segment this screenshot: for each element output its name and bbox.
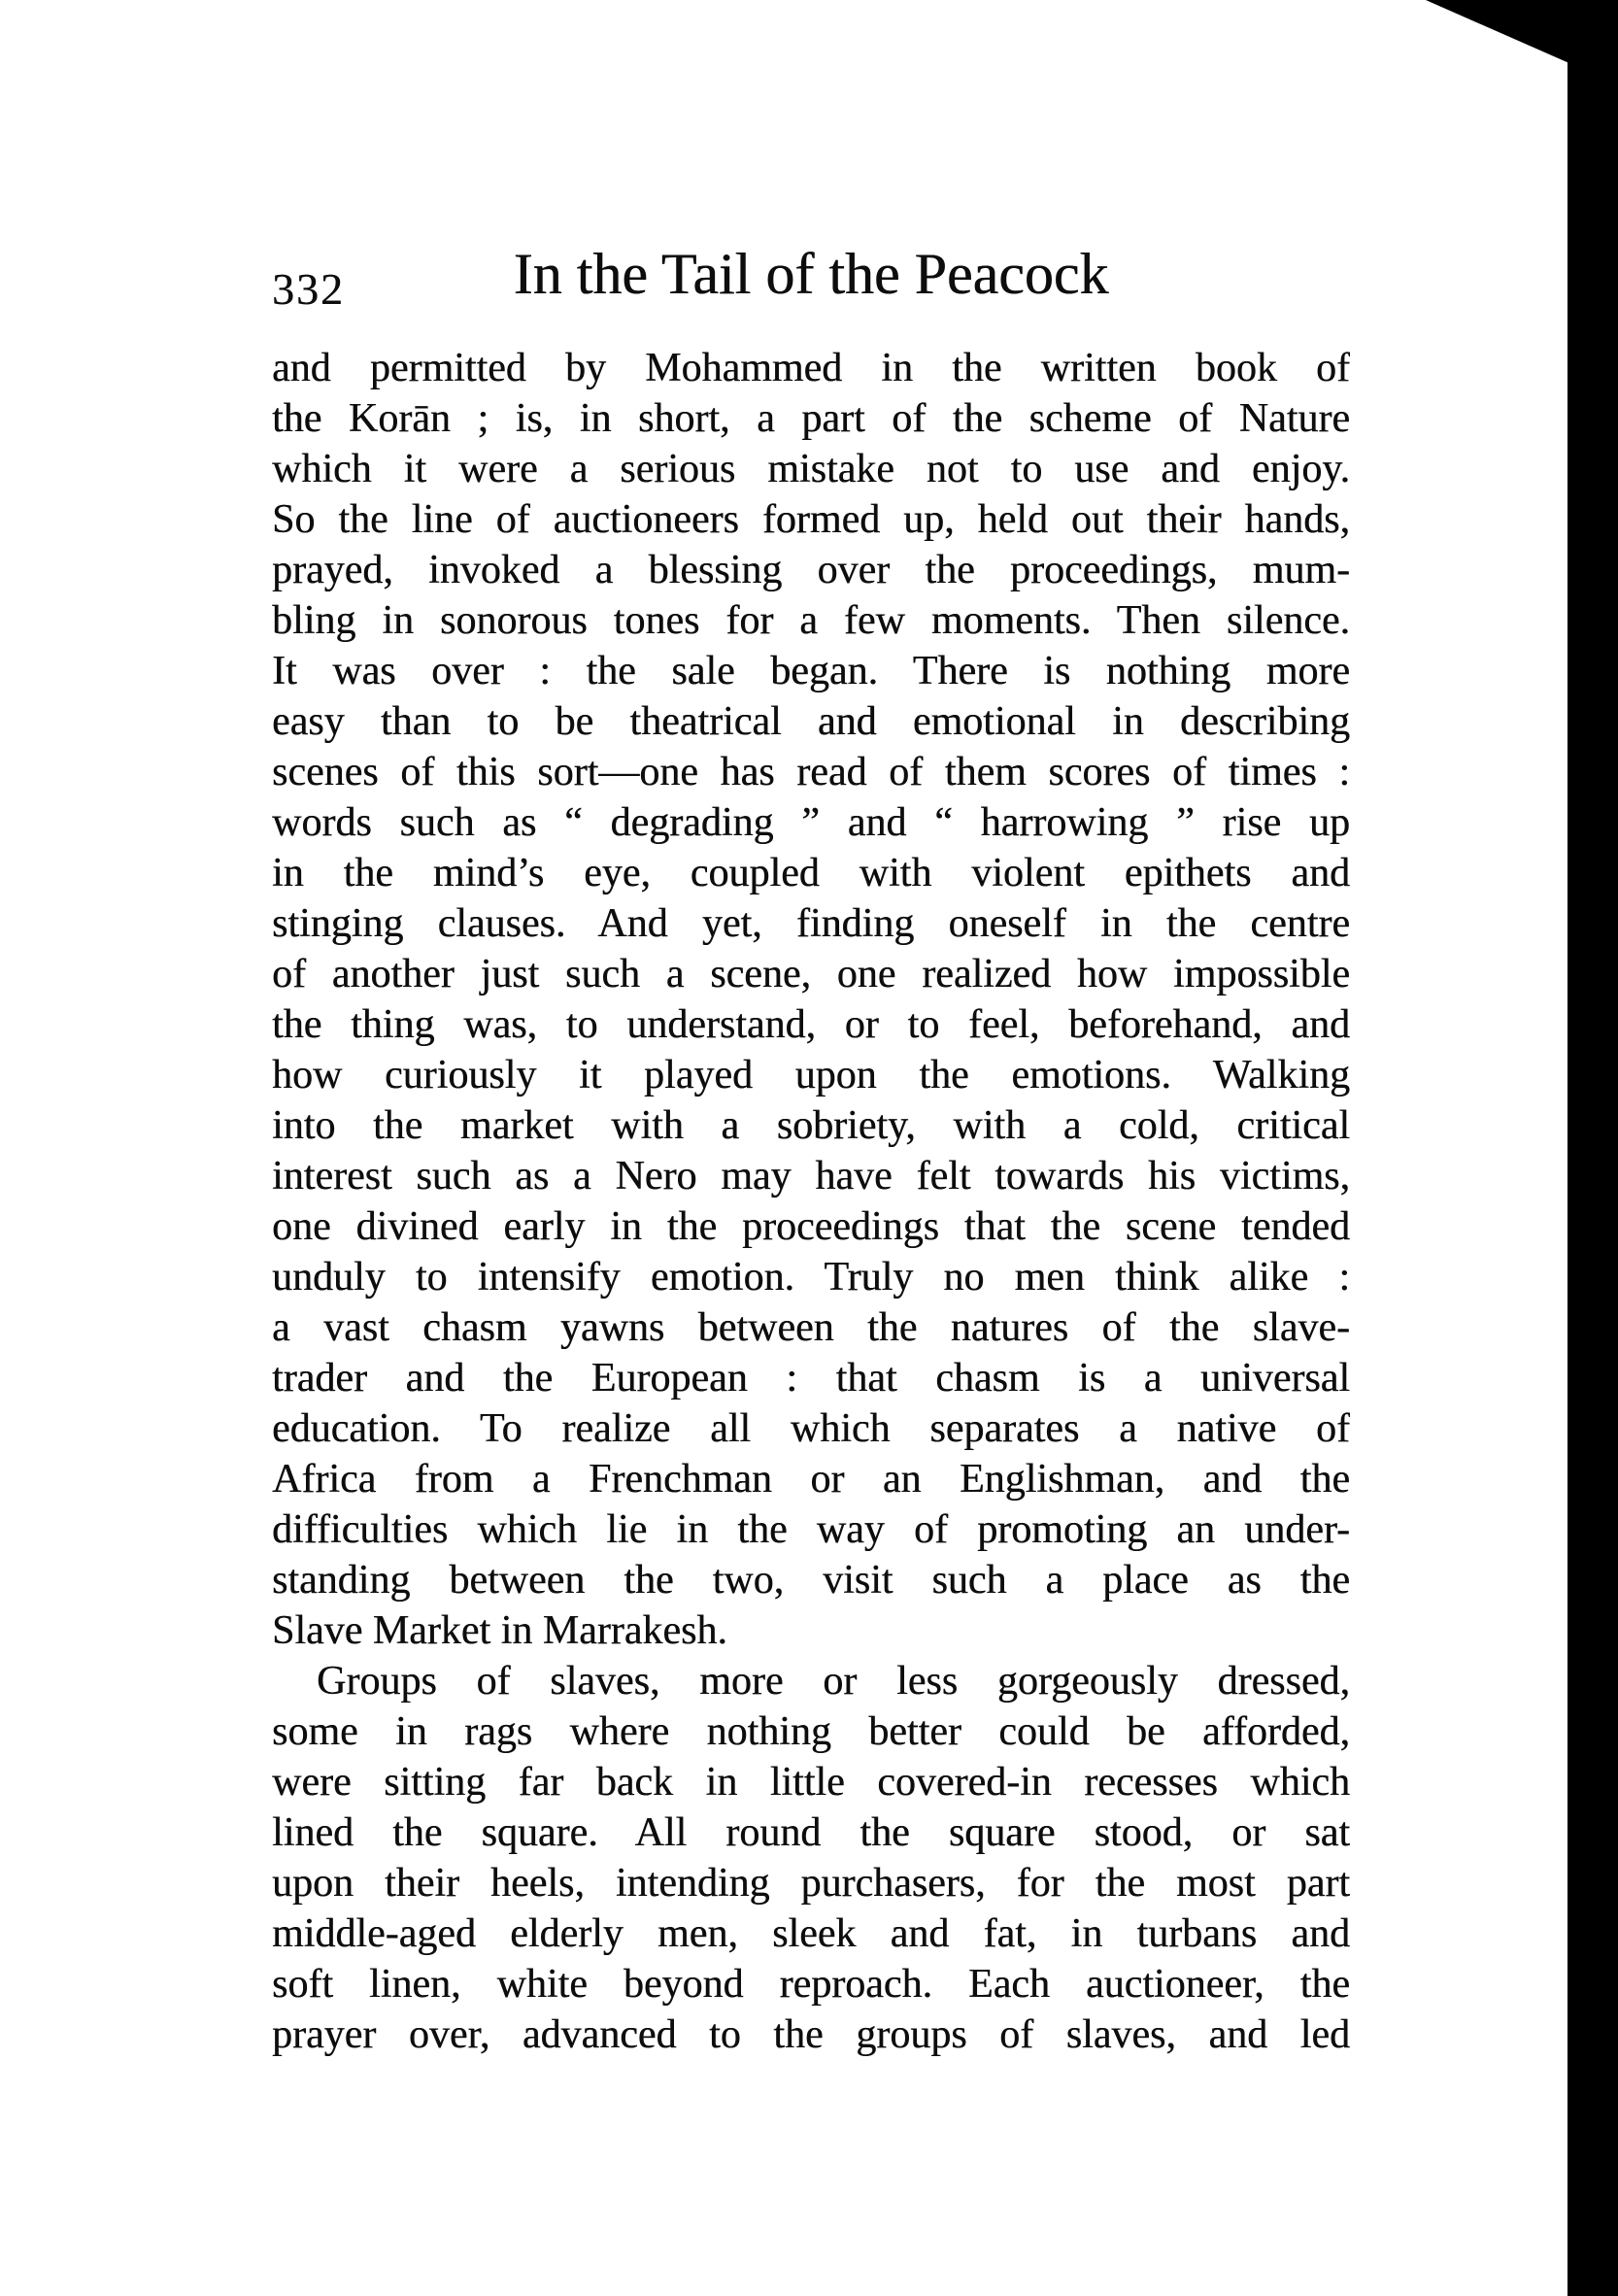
scan-edge-bar	[1567, 0, 1618, 2296]
text-block	[272, 343, 1350, 2060]
text-line: education. To realize all which separates a native of	[272, 1406, 1350, 1451]
text-line: scenes of this sort—one has read of them scores of times :	[272, 750, 1350, 794]
text-line: one divined early in the proceedings that the scene tended	[272, 1204, 1350, 1249]
page-number: 332	[272, 264, 345, 314]
text-line: in the mind’s eye, coupled with violent epithets and	[272, 851, 1350, 895]
text-line: trader and the European : that chasm is a universal	[272, 1356, 1350, 1401]
text-line: words such as “ degrading ” and “ harrowing ” rise up	[272, 800, 1350, 845]
text-line: some in rags where nothing better could be afforded,	[272, 1709, 1350, 1754]
text-line: which it were a serious mistake not to use and enjoy.	[272, 447, 1350, 491]
text-line: how curiously it played upon the emotions. Walking	[272, 1053, 1350, 1097]
text-line: middle-aged elderly men, sleek and fat, in turbans and	[272, 1911, 1350, 1956]
text-line: lined the square. All round the square stood, or sat	[272, 1810, 1350, 1855]
scan-edge-wedge	[1426, 0, 1571, 64]
text-line: bling in sonorous tones for a few moments. Then silence.	[272, 598, 1350, 643]
text-line: prayer over, advanced to the groups of slaves, and led	[272, 2012, 1350, 2057]
page-title: In the Tail of the Peacock	[513, 242, 1109, 306]
text-line: upon their heels, intending purchasers, for the most part	[272, 1861, 1350, 1906]
text-line: Slave Market in Marrakesh.	[272, 1608, 727, 1653]
text-line: Groups of slaves, more or less gorgeously dressed,	[317, 1659, 1350, 1704]
text-line: difficulties which lie in the way of promoting an under-	[272, 1507, 1350, 1552]
text-line: standing between the two, visit such a place as the	[272, 1558, 1350, 1603]
text-line: the thing was, to understand, or to feel, beforehand, and	[272, 1002, 1350, 1047]
text-line: the Korān ; is, in short, a part of the scheme of Nature	[272, 396, 1350, 441]
text-line: It was over : the sale began. There is nothing more	[272, 649, 1350, 693]
text-line: stinging clauses. And yet, finding oneself in the centre	[272, 901, 1350, 946]
text-line: easy than to be theatrical and emotional in describing	[272, 699, 1350, 744]
text-line: and permitted by Mohammed in the written book of	[272, 346, 1350, 390]
text-line: unduly to intensify emotion. Truly no men think alike :	[272, 1255, 1350, 1300]
text-line: prayed, invoked a blessing over the proceedings, mum-	[272, 548, 1350, 592]
text-line: soft linen, white beyond reproach. Each auctioneer, the	[272, 1962, 1350, 2007]
text-line: Africa from a Frenchman or an Englishman, and the	[272, 1457, 1350, 1502]
text-line: So the line of auctioneers formed up, held out their hands,	[272, 497, 1350, 542]
text-line: into the market with a sobriety, with a cold, critical	[272, 1103, 1350, 1148]
text-line: interest such as a Nero may have felt towards his victims,	[272, 1154, 1350, 1199]
text-line: were sitting far back in little covered-in recesses which	[272, 1760, 1350, 1805]
text-line: of another just such a scene, one realized how impossible	[272, 952, 1350, 996]
text-line: a vast chasm yawns between the natures of the slave-	[272, 1305, 1350, 1350]
